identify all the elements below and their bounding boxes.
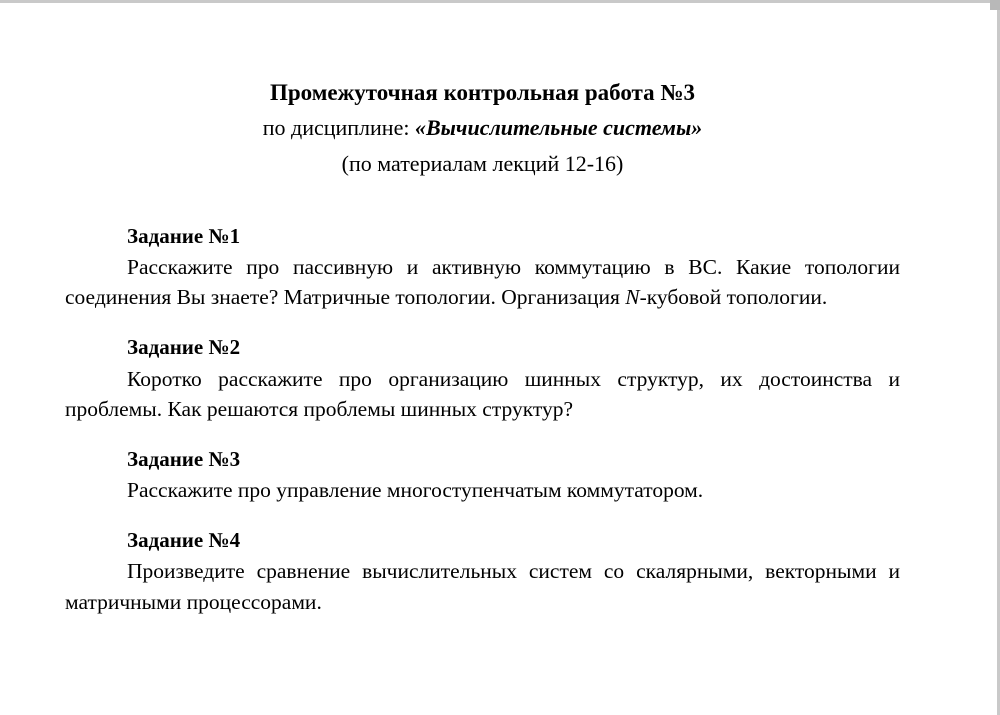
document-subtitle	[65, 113, 900, 143]
task-item	[65, 446, 900, 505]
task-item	[65, 334, 900, 423]
document-note: (по материалам лекций 12-16)	[341, 151, 624, 177]
page-title: Промежуточная контрольная работа №3	[269, 80, 696, 105]
task-item	[65, 223, 900, 312]
task-heading: Задание №3	[127, 446, 241, 471]
task-text-part-1: Коротко расскажите про организацию шинных структур, их достоинства и проблемы. Как решаются проблемы шинных структур?	[65, 366, 900, 421]
task-list	[65, 223, 900, 617]
task-text	[65, 364, 900, 424]
task-text	[65, 556, 900, 616]
task-text-part-2: -кубовой топологии.	[639, 285, 828, 310]
task-item	[65, 527, 900, 616]
task-text	[65, 475, 900, 505]
title-block	[65, 78, 900, 179]
task-text-italic: N	[625, 285, 640, 310]
subtitle-prefix: по дисциплине:	[262, 115, 415, 141]
task-text-part-1: Расскажите про пассивную и активную коммутацию в ВС. Какие топологии соединения Вы знаете? Матричные топологии. Организация	[65, 255, 900, 310]
task-text	[65, 252, 900, 312]
scan-edge-corner	[990, 0, 1000, 10]
task-heading: Задание №1	[127, 223, 241, 248]
task-heading: Задание №2	[127, 335, 241, 360]
task-heading: Задание №4	[127, 528, 241, 553]
document-body	[65, 78, 900, 639]
task-text-part-1: Расскажите про управление многоступенчатым коммутатором.	[127, 478, 704, 503]
task-text-part-1: Произведите сравнение вычислительных систем со скалярными, векторными и матричными процессорами.	[65, 559, 900, 614]
scan-edge-top	[0, 0, 1000, 3]
discipline-name: «Вычислительные системы»	[414, 115, 703, 141]
